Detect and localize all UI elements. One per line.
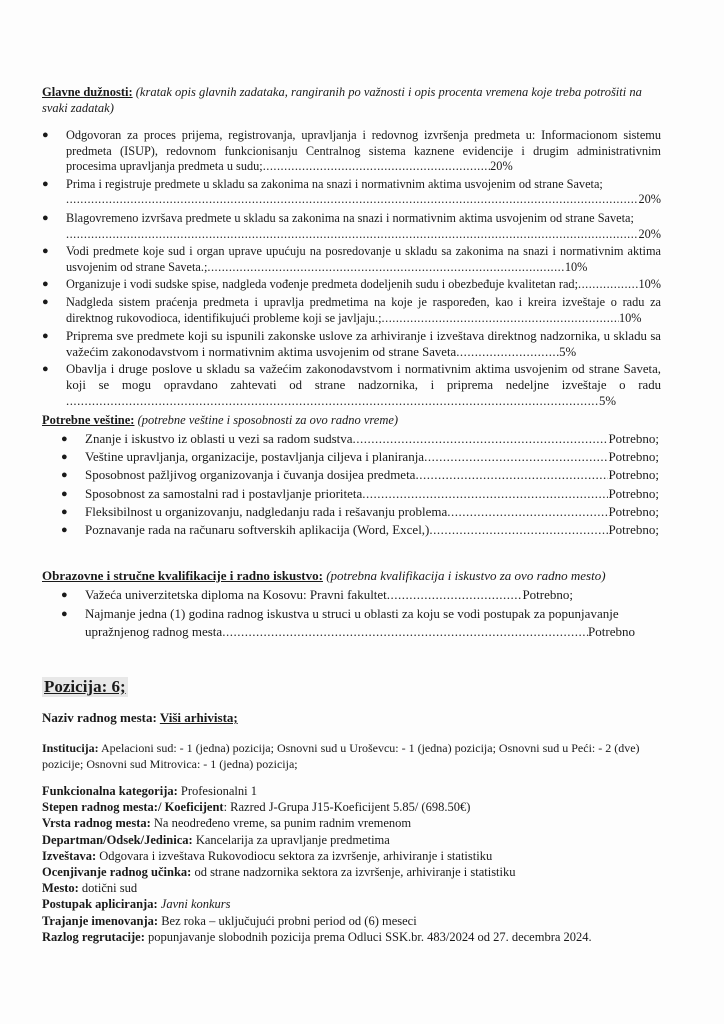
job-title-value: Viši arhivista; — [159, 710, 238, 725]
skills-section-title — [42, 412, 398, 428]
skill-item: ● Poznavanje rada na računaru softverskih aplikacija (Word, Excel,) ..... Potrebno; — [85, 521, 659, 539]
duty-item: ● Obavlja i druge poslove u skladu sa važećim zakonodavstvom i normativnim aktima usvojenim od strane Saveta, koji se mogu opravdano zahtevati od strane nadzornika, i priprema nedeljne izveštaje o radu ..... 5% — [66, 362, 661, 409]
field-job-type: Vrsta radnog mesta: Na neodređeno vreme, sa punim radnim vremenom — [42, 816, 412, 831]
qualifications-list — [61, 586, 659, 642]
institution-label: Institucija: — [42, 741, 99, 755]
skill-item: ● Veštine upravljanja, organizacije, postavljanja ciljeva i planiranja ..... Potrebno; — [85, 448, 659, 466]
bullet-icon: ● — [42, 278, 49, 291]
institution-line — [42, 740, 660, 772]
bullet-icon: ● — [42, 129, 49, 141]
skill-item: ● Fleksibilnost u organizovanju, nadgledanju rada i rešavanju problema ..... Potrebno; — [85, 503, 659, 521]
field-location: Mesto: dotični sud — [42, 881, 138, 896]
bullet-icon: ● — [42, 245, 49, 258]
field-department: Departman/Odsek/Jedinica: Kancelarija za upravljanje predmetima — [42, 832, 390, 847]
duties-heading: Glavne dužnosti: — [42, 85, 133, 99]
bullet-icon: ● — [61, 524, 68, 537]
field-application-procedure: Postupak apliciranja: Javni konkurs — [42, 897, 231, 912]
duty-item: ● Odgovoran za proces prijema, registrovanja, upravljanja i redovnog izvršenja predmeta u: Informacionom sistemu predmeta (ISUP), redovnom funkcionisanju Centralnog sistema kaznene evidencije i drugim administrativnim procesima upravljanja predmeta u sudu; ..... 20% — [66, 128, 661, 175]
skills-note: (potrebne veštine i sposobnosti za ovo radno vreme) — [134, 413, 399, 427]
skill-item: ● Znanje i iskustvo iz oblasti u vezi sa radom sudstva ..... Potrebno; — [85, 430, 659, 448]
skills-heading: Potrebne veštine: — [42, 413, 135, 427]
institution-value: Apelacioni sud: - 1 (jedna) pozicija; Osnovni sud u Uroševcu: - 1 (jedna) pozicija; Osnovni sud u Peći: - 2 (dve) pozicije; Osnovni sud Mitrovica: - 1 (jedna) pozicija; — [42, 741, 640, 771]
duty-item: ● Organizuje i vodi sudske spise, nadgleda vođenje predmeta dodeljenih sudu i obezbeđuje kvalitetan rad; ..... 10% — [66, 277, 661, 293]
qualification-item: ● Važeća univerzitetska diploma na Kosovu: Pravni fakultet ..... Potrebno; — [85, 586, 573, 605]
bullet-icon: ● — [61, 487, 68, 500]
bullet-icon: ● — [42, 211, 49, 224]
skill-item: ● Sposobnost pažljivog organizovanja i čuvanja dosijea predmeta ..... Potrebno; — [85, 466, 659, 484]
duties-note: (kratak opis glavnih zadataka, rangiranih po važnosti i opis procenta vremena koje treba potrošiti na svaki zadatak) — [42, 85, 642, 115]
qualifications-note: (potrebna kvalifikacija i iskustvo za ovo radno mesto) — [322, 568, 606, 583]
bullet-icon: ● — [61, 505, 68, 518]
job-title-label: Naziv radnog mesta: — [42, 710, 160, 725]
bullet-icon: ● — [42, 330, 49, 343]
duties-section-title — [42, 84, 662, 116]
duty-item: ● Blagovremeno izvršava predmete u skladu sa zakonima na snazi i normativnim aktima usvojenim od strane Saveta; ..... 20% — [66, 211, 661, 242]
qualification-item: ● Najmanje jedna (1) godina radnog iskustva u struci u oblasti za koju se vodi postupak za popunjavanje upražnjenog radnog mesta ..... Potrebno — [85, 605, 659, 642]
bullet-icon: ● — [61, 469, 68, 482]
field-appointment-duration: Trajanje imenovanja: Bez roka – uključujući probni period od (6) meseci — [42, 913, 417, 928]
qualifications-heading: Obrazovne i stručne kvalifikacije i radno iskustvo: — [42, 568, 323, 583]
duty-item: ● Vodi predmete koje sud i organ uprave upućuju na posredovanje u skladu sa zakonima na snazi i normativnim aktima usvojenim od strane Saveta.; ..... 10% — [66, 244, 661, 275]
bullet-icon: ● — [61, 433, 68, 445]
field-reports-to: Izveštava: Odgovara i izveštava Rukovodiocu sektora za izvršenje, arhiviranje i statistiku — [42, 848, 493, 863]
duty-item: ● Nadgleda sistem praćenja predmeta i upravlja predmetima na koje je raspoređen, kao i kreira izveštaje o radu za direktnog rukovodioca, identifikujući probleme koji se javljaju.; ..... 10% — [66, 295, 661, 326]
bullet-icon: ● — [42, 177, 49, 190]
duty-item: ● Priprema sve predmete koji su ispunili zakonske uslove za arhiviranje i izveštava direktnog nadzornika, u skladu sa važećim zakonodavstvom i normativnim aktima usvojenim od strane Saveta ..... 5% — [66, 329, 661, 360]
skill-item: ● Sposobnost za samostalni rad i postavljanje prioriteta ..... Potrebno; — [85, 485, 659, 503]
position-heading: Pozicija: 6; — [44, 677, 126, 696]
field-functional-category: Funkcionalna kategorija: Profesionalni 1 — [42, 784, 257, 798]
job-title-line — [42, 710, 238, 726]
bullet-icon: ● — [61, 589, 68, 601]
bullet-icon: ● — [61, 451, 68, 464]
position-fields — [42, 783, 662, 945]
bullet-icon: ● — [42, 363, 49, 376]
duty-item: ● Prima i registruje predmete u skladu sa zakonima na snazi i normativnim aktima usvojenim od strane Saveta; ..... 20% — [66, 177, 661, 208]
field-recruitment-reason: Razlog regrutacije: popunjavanje slobodnih pozicija prema Odluci SSK.br. 483/2024 od 27. decembra 2024. — [42, 929, 592, 944]
qualifications-section-title — [42, 568, 606, 584]
bullet-icon: ● — [61, 607, 68, 620]
field-grade-coefficient: Stepen radnog mesta:/ Koeficijent: Razred J-Grupa J15-Koeficijent 5.85/ (698.50€) — [42, 800, 471, 815]
bullet-icon: ● — [42, 295, 49, 308]
duties-list — [42, 128, 661, 409]
skills-list — [61, 430, 659, 539]
field-performance-evaluation: Ocenjivanje radnog učinka: od strane nadzornika sektora za izvršenje, arhiviranje i statistiku — [42, 865, 516, 880]
